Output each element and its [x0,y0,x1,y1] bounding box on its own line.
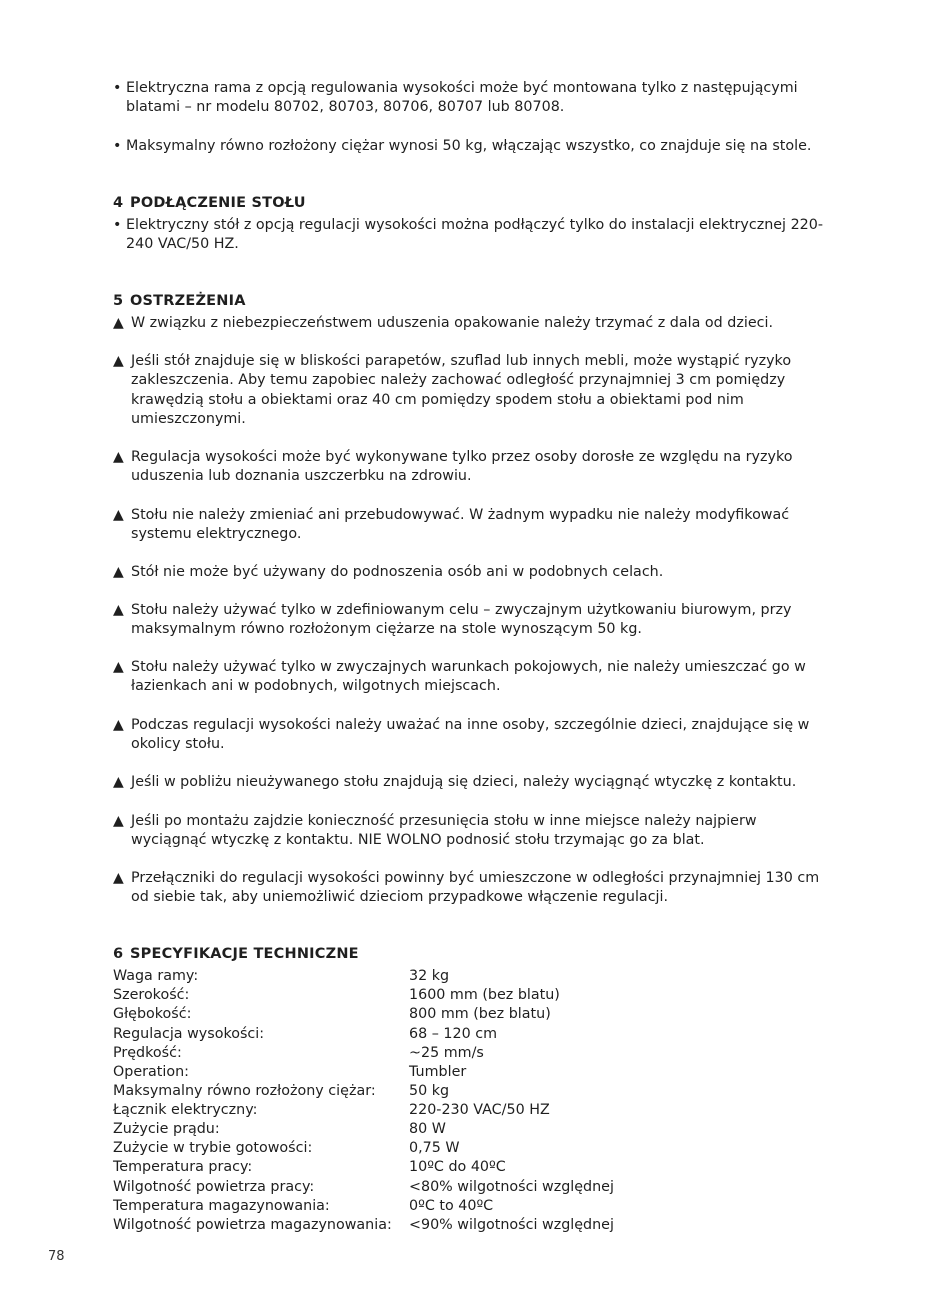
intro-bullet [113,79,833,118]
spec-row [113,1082,713,1101]
section-title: PODŁĄCZENIE STOŁU [130,195,306,211]
spec-value: 220-230 VAC/50 HZ [409,1102,550,1118]
spec-label: Temperatura pracy: [113,1159,253,1175]
spec-value: 0,75 W [409,1140,460,1156]
spec-label: Wilgotność powietrza magazynowania: [113,1217,392,1233]
warning-text: Stołu należy używać tylko w zdefiniowanym celu – zwyczajnym użytkowaniu biurowym, przy maksymalnym równo rozłożonym ciężarze na stole wynoszącym 50 kg. [131,602,792,638]
warning-text: Podczas regulacji wysokości należy uważać na inne osoby, szczególnie dzieci, znajdujące się w okolicy stołu. [131,717,810,753]
page-number: 78 [48,1249,65,1264]
warning-text: Jeśli stół znajduje się w bliskości parapetów, szuflad lub innych mebli, może wystąpić ryzyko zakleszczenia. Aby temu zapobiec należy zachować odległość przynajmniej 3 cm pomiędzy krawędzią stołu a obiektami oraz 40 cm pomiędzy spodem stołu a obiektami pod nim umieszczonymi. [131,353,792,427]
warning-text: Regulacja wysokości może być wykonywane tylko przez osoby dorosłe ze względu na ryzyko uduszenia lub doznania uszczerbku na zdrowiu. [131,449,793,485]
warning-item [113,869,833,908]
warning-triangle-icon: ▲ [113,602,124,618]
warning-item [113,506,833,545]
spec-value: 80 W [409,1121,446,1137]
spec-label: Łącznik elektryczny: [113,1102,258,1118]
spec-row [113,1216,713,1235]
spec-label: Maksymalny równo rozłożony ciężar: [113,1083,376,1099]
warning-item [113,812,833,851]
warning-item [113,658,833,697]
warning-triangle-icon: ▲ [113,659,124,675]
spec-label: Regulacja wysokości: [113,1026,265,1042]
warning-item [113,448,833,487]
bullet-icon: • [113,138,122,154]
intro-bullet [113,137,833,156]
spec-label: Zużycie w trybie gotowości: [113,1140,313,1156]
spec-row [113,1063,713,1082]
spec-label: Temperatura magazynowania: [113,1198,330,1214]
spec-row [113,967,713,986]
spec-value: 50 kg [409,1083,450,1099]
spec-value: <80% wilgotności względnej [409,1179,614,1195]
warning-triangle-icon: ▲ [113,449,124,465]
spec-row [113,1005,713,1024]
spec-value: 0ºC to 40ºC [409,1198,494,1214]
section-number: 6 [113,946,124,962]
warning-text: Stołu nie należy zmieniać ani przebudowywać. W żadnym wypadku nie należy modyfikować systemu elektrycznego. [131,507,790,543]
spec-row [113,1158,713,1177]
intro-bullet-text: Maksymalny równo rozłożony ciężar wynosi 50 kg, włączając wszystko, co znajduje się na stole. [126,138,812,154]
spec-value: <90% wilgotności względnej [409,1217,614,1233]
spec-value: 800 mm (bez blatu) [409,1006,551,1022]
spec-label: Szerokość: [113,987,190,1003]
spec-row [113,1139,713,1158]
section-title: OSTRZEŻENIA [130,293,246,309]
warning-text: Stół nie może być używany do podnoszenia osób ani w podobnych celach. [131,564,664,580]
spec-row [113,1120,713,1139]
spec-value: 68 – 120 cm [409,1026,498,1042]
spec-row [113,1025,713,1044]
warning-text: W związku z niebezpieczeństwem uduszenia opakowanie należy trzymać z dala od dzieci. [131,315,774,331]
spec-label: Zużycie prądu: [113,1121,220,1137]
spec-value: 32 kg [409,968,450,984]
spec-label: Operation: [113,1064,189,1080]
section-4-bullet-text: Elektryczny stół z opcją regulacji wysokości można podłączyć tylko do instalacji elektrycznej 220-240 VAC/50 HZ. [126,217,824,253]
warning-text: Jeśli w pobliżu nieużywanego stołu znajdują się dzieci, należy wyciągnąć wtyczkę z kontaktu. [131,774,797,790]
spec-label: Wilgotność powietrza pracy: [113,1179,315,1195]
spec-label: Głębokość: [113,1006,192,1022]
warning-triangle-icon: ▲ [113,315,124,331]
section-6-heading [113,945,359,964]
warning-item [113,314,833,333]
spec-label: Waga ramy: [113,968,199,984]
warning-triangle-icon: ▲ [113,564,124,580]
spec-label: Prędkość: [113,1045,182,1061]
spec-value: ~25 mm/s [409,1045,484,1061]
spec-value: 1600 mm (bez blatu) [409,987,560,1003]
intro-bullet-text: Elektryczna rama z opcją regulowania wysokości może być montowana tylko z następującymi blatami – nr modelu 80702, 80703, 80706, 80707 lub 80708. [126,80,798,116]
spec-row [113,986,713,1005]
spec-value: Tumbler [409,1064,467,1080]
warning-triangle-icon: ▲ [113,774,124,790]
warning-triangle-icon: ▲ [113,353,124,369]
warning-triangle-icon: ▲ [113,507,124,523]
spec-row [113,1178,713,1197]
warning-text: Przełączniki do regulacji wysokości powinny być umieszczone w odległości przynajmniej 130 cm od siebie tak, aby uniemożliwić dzieciom przypadkowe włączenie regulacji. [131,870,820,906]
section-4-bullet [113,216,833,255]
warning-triangle-icon: ▲ [113,813,124,829]
section-4-heading [113,194,306,213]
section-title: SPECYFIKACJE TECHNICZNE [130,946,359,962]
section-number: 5 [113,293,124,309]
warning-text: Jeśli po montażu zajdzie konieczność przesunięcia stołu w inne miejsce należy najpierw wyciągnąć wtyczkę z kontaktu. NIE WOLNO podnosić stołu trzymając go za blat. [131,813,757,849]
warning-item [113,352,833,429]
section-number: 4 [113,195,124,211]
warning-item [113,773,833,792]
warning-text: Stołu należy używać tylko w zwyczajnych warunkach pokojowych, nie należy umieszczać go w łazienkach ani w podobnych, wilgotnych miejscach. [131,659,806,695]
warning-triangle-icon: ▲ [113,717,124,733]
spec-row [113,1197,713,1216]
warning-triangle-icon: ▲ [113,870,124,886]
bullet-icon: • [113,80,122,96]
warning-item [113,716,833,755]
warning-item [113,563,833,582]
spec-value: 10ºC do 40ºC [409,1159,506,1175]
spec-row [113,1044,713,1063]
warning-item [113,601,833,640]
spec-row [113,1101,713,1120]
section-5-heading [113,292,246,311]
bullet-icon: • [113,217,122,233]
